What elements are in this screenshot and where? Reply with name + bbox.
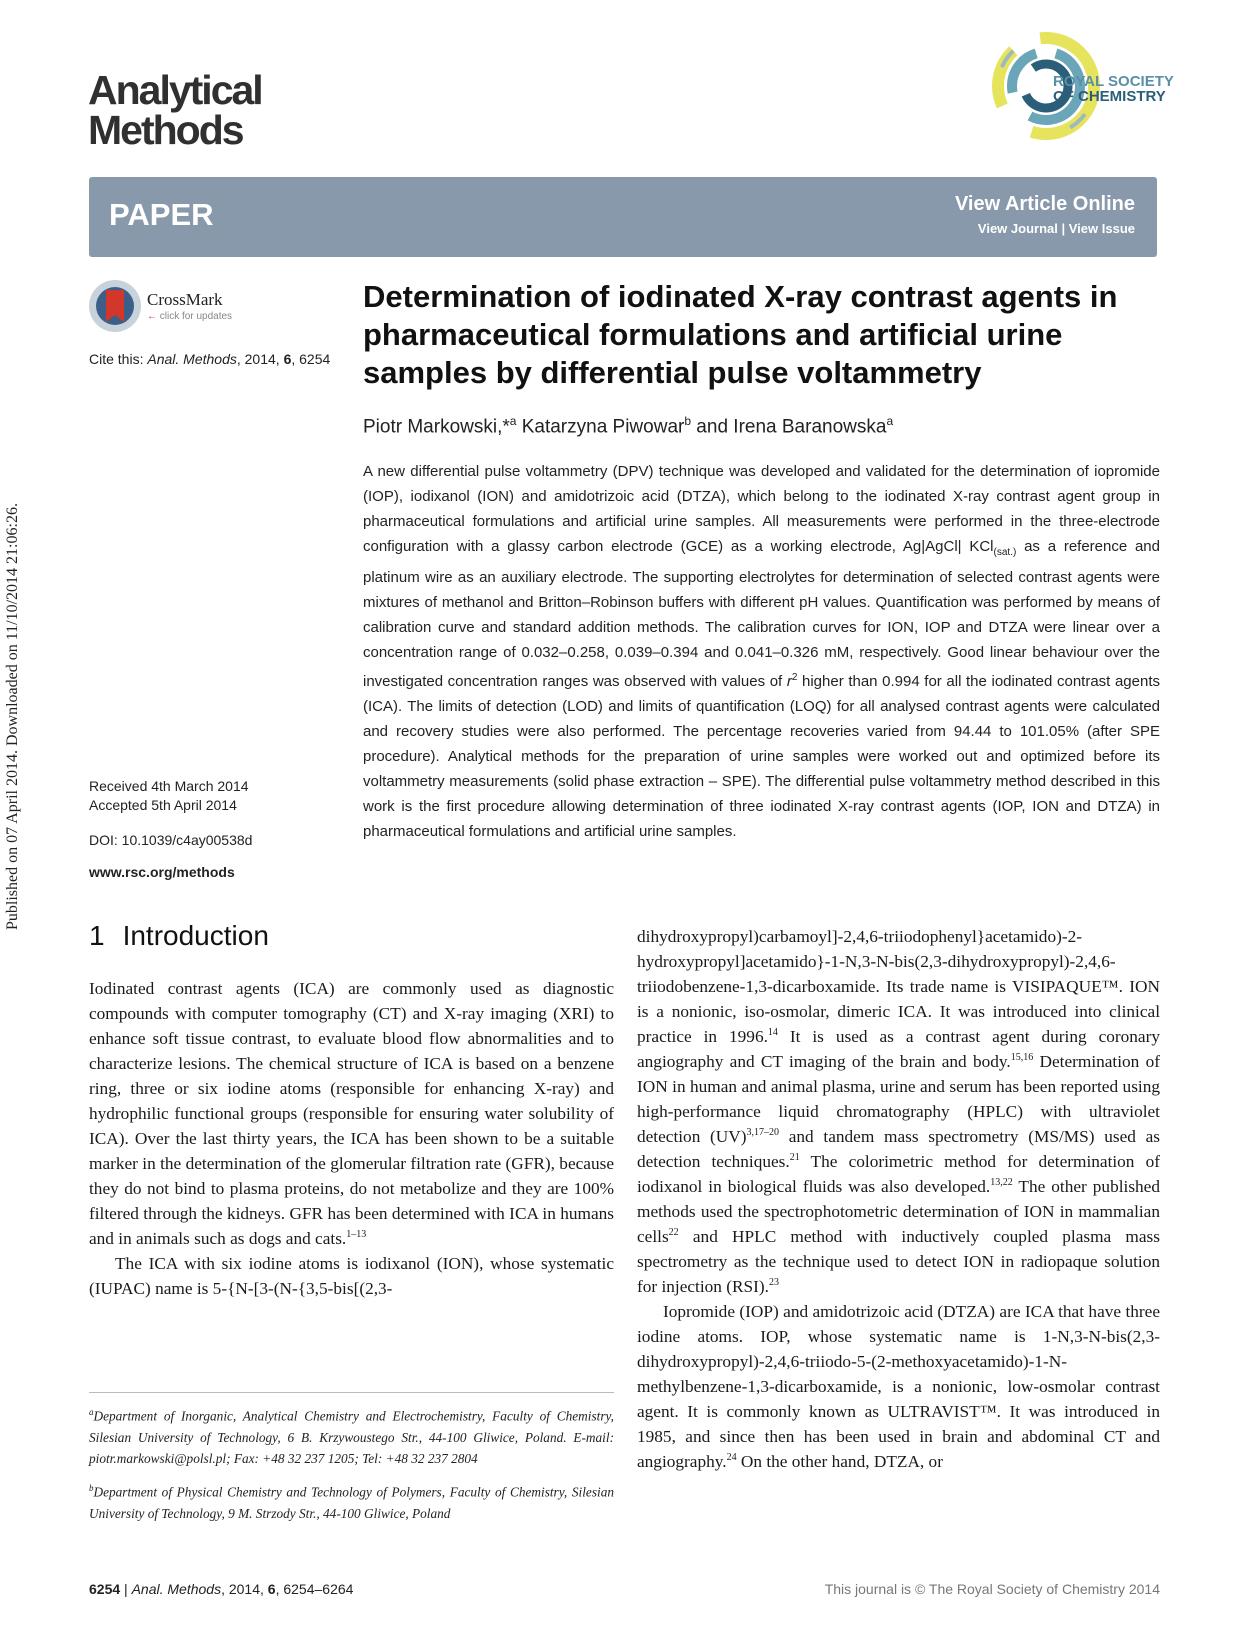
- publisher-name: [1053, 74, 1174, 104]
- footnotes: [89, 1402, 614, 1532]
- body-text: It is used as a contrast agent during coronary angiography and CT imaging of the brain and body.: [637, 1027, 1160, 1071]
- footnote-affiliation-a: Department of Inorganic, Analytical Chemistry and Electrochemistry, Faculty of Chemistry, Silesian University of Technology, 6 B. Krzywoustego Str., 44-100 Gliwice, Poland. E-mail: piotr.markowski@polsl.pl; Fax: +48 32 237 1205; Tel: +48 32 237 2804: [89, 1408, 614, 1467]
- abstract-part3: higher than 0.994 for all the iodinated contrast agents (ICA). The limits of detection (LOD) and limits of quantification (LOQ) for all analysed contrast agents were calculated and recovery studies were also performed. The percentage recoveries varied from 94.44 to 101.05% (after SPE procedure). Analytical methods for the preparation of urine samples were worked out and optimized before its voltammetry measurements (solid phase extraction – SPE). The differential pulse voltammetry method described in this work is the first procedure allowing determination of three iodinated X-ray contrast agents (IOP, ION and DTZA) in pharmaceutical formulations and artificial urine samples.: [363, 673, 1160, 840]
- body-column-right: [637, 924, 1160, 1474]
- body-text: On the other hand, DTZA, or: [736, 1452, 943, 1471]
- cite-journal: Anal. Methods: [147, 351, 237, 367]
- citation-ref[interactable]: 13,22: [990, 1177, 1013, 1189]
- footer-journal: Anal. Methods: [131, 1581, 222, 1597]
- body-text: and HPLC method with inductively coupled plasma mass spectrometry as the technique used to detect ION in radiopaque solution for injection (RSI).: [637, 1227, 1160, 1296]
- view-issue-link[interactable]: View Issue: [1068, 221, 1135, 236]
- footnote-divider: [89, 1392, 614, 1393]
- citation-ref[interactable]: 22: [668, 1227, 679, 1239]
- accepted-date: Accepted 5th April 2014: [89, 797, 237, 813]
- publisher-line1: ROYAL SOCIETY: [1053, 73, 1174, 90]
- crossmark-subtitle: [147, 311, 232, 322]
- author-affiliation-sup: b: [684, 414, 692, 428]
- body-text: The colorimetric method for determination of iodixanol in biological fluids was also developed.: [637, 1152, 1160, 1196]
- author-baranowska: and Irena Baranowska: [691, 416, 887, 438]
- citation-ref[interactable]: 1–13: [346, 1229, 367, 1241]
- abstract: [363, 459, 1160, 844]
- link-separator: |: [1057, 221, 1069, 236]
- crossmark-badge[interactable]: [89, 280, 249, 332]
- cite-year: , 2014,: [236, 351, 284, 367]
- author-piwowar: Katarzyna Piwowar: [516, 416, 685, 438]
- abstract-subscript: (sat.): [993, 547, 1017, 558]
- body-column-left: [89, 976, 614, 1301]
- journal-title-line1: Analytical: [88, 67, 262, 113]
- download-stamp: Published on 07 April 2014. Downloaded on 11/10/2014 21:06:26.: [4, 503, 21, 930]
- cite-volume: 6: [283, 351, 292, 367]
- citation-ref[interactable]: 14: [767, 1027, 778, 1039]
- article-title: Determination of iodinated X-ray contrast agents in pharmaceutical formulations and artificial urine samples by differential pulse voltammetry: [363, 279, 1118, 390]
- cite-label: Cite this:: [89, 351, 148, 367]
- section-title: Introduction: [122, 920, 269, 951]
- cite-page: , 6254: [291, 351, 331, 367]
- journal-url-link[interactable]: www.rsc.org/methods: [89, 864, 235, 880]
- section-number: 1: [89, 920, 105, 951]
- citation-ref[interactable]: 3,17–20: [746, 1127, 780, 1139]
- page-number: 6254: [89, 1581, 121, 1597]
- citation-ref[interactable]: 24: [726, 1452, 737, 1464]
- citation-ref[interactable]: 15,16: [1010, 1052, 1034, 1064]
- body-paragraph: The ICA with six iodine atoms is iodixanol (ION), whose systematic (IUPAC) name is 5-{N-[3-(N-{3,5-bis[(2,3-: [89, 1254, 614, 1298]
- footer-volume: 6: [267, 1581, 276, 1597]
- journal-title-line2: Methods: [88, 107, 243, 153]
- banner-links: [978, 221, 1135, 236]
- citation-ref[interactable]: 21: [789, 1152, 800, 1164]
- body-paragraph: Iodinated contrast agents (ICA) are commonly used as diagnostic compounds with computer tomography (CT) and X-ray imaging (XRI) to enhance soft tissue contrast, to evaluate blood flow abnormalities and to characterize lesions. The chemical structure of ICA is based on a benzene ring, three or six iodine atoms (responsible for enhancing X-ray) and hydrophilic functional groups (responsible for ensuring water solubility of ICA). Over the last thirty years, the ICA has been shown to be a suitable marker in the determination of the glomerular filtration rate (GFR), because they do not bind to plasma proteins, do not metabolize and they are 100% filtered through the kidneys. GFR has been determined with ICA in humans and in animals such as dogs and cats.: [89, 979, 614, 1248]
- copyright: This journal is © The Royal Society of Chemistry 2014: [824, 1581, 1160, 1597]
- arrow-left-icon: ←: [147, 311, 157, 322]
- body-text: dihydroxypropyl)carbamoyl]-2,4,6-triiodophenyl}acetamido)-2-hydroxypropyl]acetamido}-1-N,3-N-bis(2,3-dihydroxypropyl)-2,4,6-triiodobenzene-1,3-dicarboxamide. Its trade name is VISIPAQUE™. ION is a nonionic, iso-osmolar, dimeric ICA. It was introduced into clinical practice in 1996.: [637, 927, 1160, 1046]
- footnote-marker: a: [89, 1407, 94, 1417]
- crossmark-title: CrossMark: [147, 290, 223, 309]
- footer-pages: , 6254–6264: [275, 1581, 354, 1597]
- author-list: [363, 414, 893, 438]
- body-text: Determination of ION in human and animal plasma, urine and serum has been reported using high-performance liquid chromatography (HPLC) with ultraviolet detection (UV): [637, 1052, 1160, 1146]
- doi[interactable]: DOI: 10.1039/c4ay00538d: [89, 832, 253, 848]
- view-journal-link[interactable]: View Journal: [977, 221, 1058, 236]
- citation-ref[interactable]: 23: [768, 1277, 779, 1289]
- footer-separator: |: [120, 1581, 132, 1597]
- author-affiliation-sup: a: [886, 414, 894, 428]
- abstract-r: r: [786, 673, 792, 690]
- article-dates: [89, 777, 249, 815]
- author-markowski: Piotr Markowski,*: [363, 416, 510, 438]
- view-article-online-link[interactable]: View Article Online: [954, 193, 1135, 215]
- abstract-r-sup: 2: [791, 672, 798, 683]
- abstract-part1: A new differential pulse voltammetry (DPV) technique was developed and validated for the determination of iopromide (IOP), iodixanol (ION) and amidotrizoic acid (DTZA), which belong to the iodinated X-ray contrast agent group in pharmaceutical formulations and artificial urine samples. All measurements were performed in the three-electrode configuration with a glassy carbon electrode (GCE) as a working electrode, Ag|AgCl| KCl: [363, 463, 1160, 555]
- page-footer-citation: [89, 1581, 353, 1597]
- article-banner: [89, 177, 1157, 257]
- publisher-line2: OF CHEMISTRY: [1053, 88, 1166, 105]
- body-text: The other published methods used the spectrophotometric determination of ION in mammalian cells: [637, 1177, 1160, 1246]
- section-heading: [89, 920, 269, 952]
- abstract-part2: as a reference and platinum wire as an auxiliary electrode. The supporting electrolytes for determination of selected contrast agents were mixtures of methanol and Britton–Robinson buffers with different pH values. Quantification was performed by means of calibration curve and standard addition methods. The calibration curves for ION, IOP and DTZA were linear over a concentration range of 0.032–0.258, 0.039–0.394 and 0.041–0.326 mM, respectively. Good linear behaviour over the investigated concentration ranges was observed with values of: [363, 538, 1160, 690]
- body-text: and tandem mass spectrometry (MS/MS) used as detection techniques.: [637, 1127, 1160, 1171]
- footnote-marker: b: [89, 1482, 94, 1493]
- body-text: Iopromide (IOP) and amidotrizoic acid (DTZA) are ICA that have three iodine atoms. IOP, whose systematic name is 1-N,3-N-bis(2,3-dihydroxypropyl)-2,4,6-triiodo-5-(2-methoxyacetamido)-1-N-methylbenzene-1,3-dicarboxamide, is a nonionic, low-osmolar contrast agent. It is commonly known as ULTRAVIST™. It was introduced in 1985, and since then has been used in brain and abdominal CT and angiography.: [637, 1302, 1160, 1471]
- journal-title: [88, 67, 262, 153]
- citation: [89, 351, 330, 367]
- footer-year: , 2014,: [221, 1581, 268, 1597]
- article-type: PAPER: [109, 197, 214, 232]
- received-date: Received 4th March 2014: [89, 778, 249, 794]
- footnote-affiliation-b: Department of Physical Chemistry and Technology of Polymers, Faculty of Chemistry, Silesian University of Technology, 9 M. Strzody Str., 44-100 Gliwice, Poland: [89, 1484, 614, 1521]
- crossmark-subtitle-text: click for updates: [159, 311, 233, 322]
- author-affiliation-sup: a: [509, 414, 517, 428]
